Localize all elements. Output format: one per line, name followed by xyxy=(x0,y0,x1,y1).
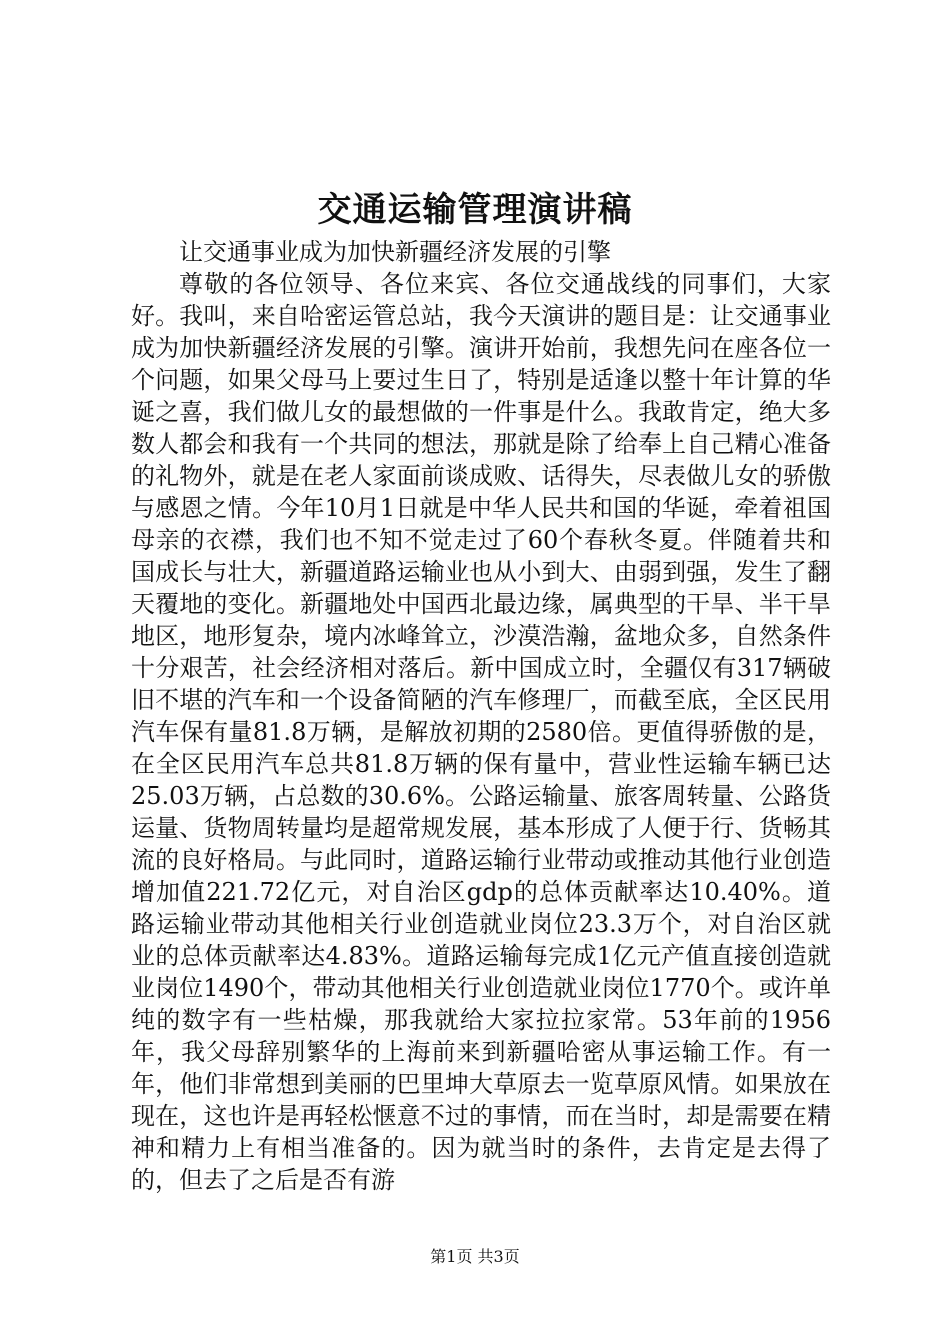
page-number: 第1页 共3页 xyxy=(430,1247,520,1266)
document-subtitle: 让交通事业成为加快新疆经济发展的引擎 xyxy=(179,238,611,266)
document-title: 交通运输管理演讲稿 xyxy=(317,190,633,230)
body-paragraph: 尊敬的各位领导、各位来宾、各位交通战线的同事们，大家好。我叫，来自哈密运管总站，我今天演讲的题目是：让交通事业成为加快新疆经济发展的引擎。演讲开始前，我想先问在座各位一个问题，如果父母马上要过生日了，特别是适逢以整十年计算的华诞之喜，我们做儿女的最想做的一件事是什么。我敢肯定，绝大多数人都会和我有一个共同的想法，那就是除了给奉上自己精心准备的礼物外，就是在老人家面前谈成败、话得失，尽表做儿女的骄傲与感恩之情。今年10月1日就是中华人民共和国的华诞，牵着祖国母亲的衣襟，我们也不知不觉走过了60个春秋冬夏。伴随着共和国成长与壮大，新疆道路运输业也从小到大、由弱到强，发生了翻天覆地的变化。新疆地处中国西北最边缘，属典型的干旱、半干旱地区，地形复杂，境内冰峰耸立，沙漠浩瀚，盆地众多，自然条件十分艰苦，社会经济相对落后。新中国成立时，全疆仅有317辆破旧不堪的汽车和一个设备简陋的汽车修理厂，而截至底，全区民用汽车保有量81.8万辆，是解放初期的2580倍。更值得骄傲的是，在全区民用汽车总共81.8万辆的保有量中，营业性运输车辆已达25.03万辆，占总数的30.6%。公路运输量、旅客周转量、公路货运量、货物周转量均是超常规发展，基本形成了人便于行、货畅其流的良好格局。与此同时，道路运输行业带动或推动其他行业创造增加值221.72亿元，对自治区gdp的总体贡献率达10.40%。道路运输业带动其他相关行业创造就业岗位23.3万个，对自治区就业的总体贡献率达4.83%。道路运输每完成1亿元产值直接创造就业岗位1490个，带动其他相关行业创造就业岗位1770个。或许单纯的数字有一些枯燥，那我就给大家拉拉家常。53年前的1956年，我父母辞别繁华的上海前来到新疆哈密从事运输工作。有一年，他们非常想到美丽的巴里坤大草原去一览草原风情。如果放在现在，这也许是再轻松惬意不过的事情，而在当时，却是需要在精神和精力上有相当准备的。因为就当时的条件，去肯定是去得了的，但去了之后是否有游 xyxy=(131,270,831,1194)
document-body xyxy=(131,236,831,1196)
